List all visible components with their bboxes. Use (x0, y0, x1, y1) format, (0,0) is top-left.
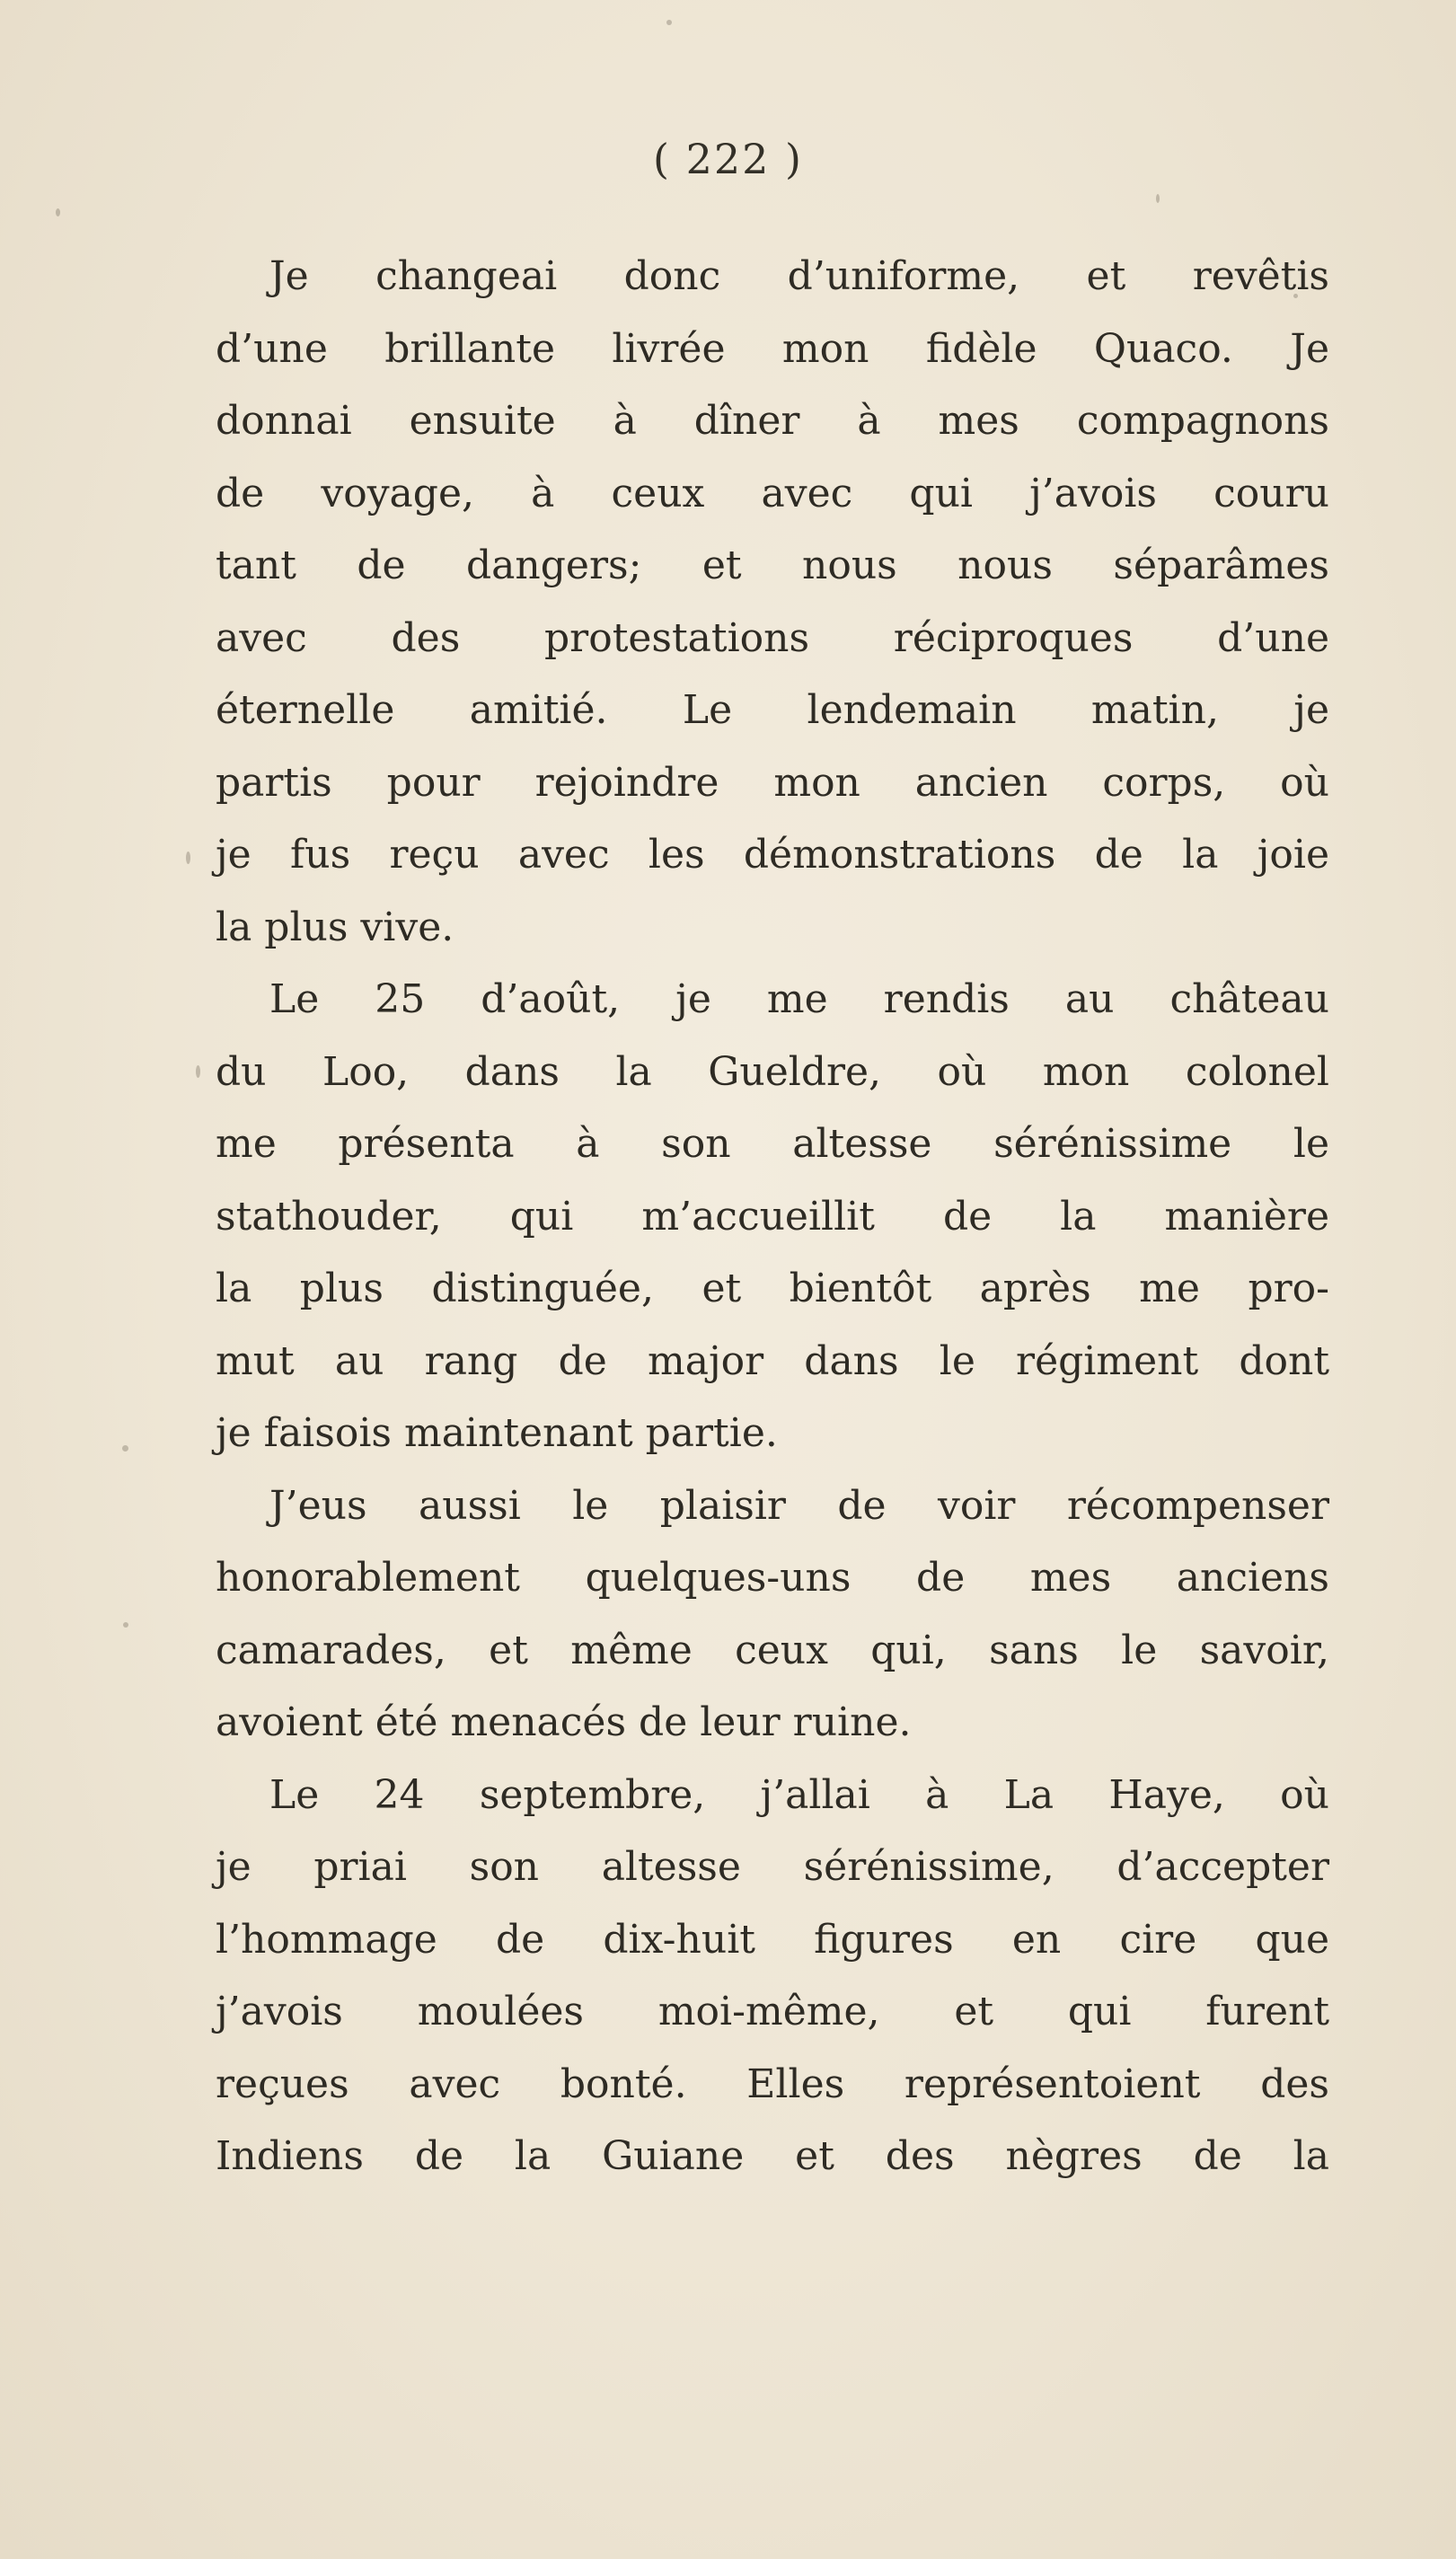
text-line: je priai son altesse sérénissime, d’accepter (216, 1844, 1329, 1890)
text-line: de voyage, à ceux avec qui j’avois couru (216, 470, 1329, 516)
paper-speck (196, 1065, 200, 1078)
text-line: du Loo, dans la Gueldre, où mon colonel (216, 1048, 1329, 1095)
text-line: Le 24 septembre, j’allai à La Haye, où (269, 1771, 1329, 1818)
text-line: mut au rang de major dans le régiment dont (216, 1337, 1329, 1384)
text-line: avec des protestations réciproques d’une (216, 614, 1329, 661)
paper-speck (1293, 294, 1298, 298)
text-line: l’hommage de dix-huit figures en cire que (216, 1916, 1329, 1963)
text-line: Le 25 d’août, je me rendis au château (269, 976, 1329, 1022)
text-line: J’eus aussi le plaisir de voir récompenser (269, 1482, 1329, 1529)
text-line: reçues avec bonté. Elles représentoient des (216, 2060, 1329, 2107)
body-text (216, 241, 1329, 2193)
paper-speck (123, 1622, 128, 1628)
text-line: honorablement quelques-uns de mes anciens (216, 1555, 1329, 1601)
text-line: Indiens de la Guiane et des nègres de la (216, 2133, 1329, 2179)
text-line: je faisois maintenant partie. (216, 1410, 778, 1456)
text-line: partis pour rejoindre mon ancien corps, où (216, 759, 1329, 806)
text-line: la plus vive. (216, 904, 454, 950)
text-line: la plus distinguée, et bientôt après me pro- (216, 1266, 1329, 1311)
text-line: je fus reçu avec les démonstrations de la joie (216, 832, 1329, 878)
text-line: avoient été menacés de leur ruine. (216, 1699, 912, 1745)
text-line: stathouder, qui m’accueillit de la manière (216, 1193, 1329, 1240)
text-line: éternelle amitié. Le lendemain matin, je (216, 687, 1329, 733)
paper-speck (1156, 194, 1160, 203)
text-line: camarades, et même ceux qui, sans le savoir, (216, 1627, 1329, 1673)
paper-speck (666, 20, 672, 25)
text-line: j’avois moulées moi-même, et qui furent (216, 1989, 1329, 2034)
text-line: me présenta à son altesse sérénissime le (216, 1121, 1329, 1167)
page-number: ( 222 ) (653, 135, 803, 183)
paper-speck (122, 1445, 128, 1452)
text-line: Je changeai donc d’uniforme, et revêtis (269, 253, 1329, 299)
text-line: donnai ensuite à dîner à mes compagnons (216, 398, 1329, 444)
paper-speck (56, 208, 60, 216)
text-line: tant de dangers; et nous nous séparâmes (216, 543, 1329, 588)
text-line: d’une brillante livrée mon fidèle Quaco. Je (216, 325, 1329, 372)
paper-speck (186, 852, 190, 864)
